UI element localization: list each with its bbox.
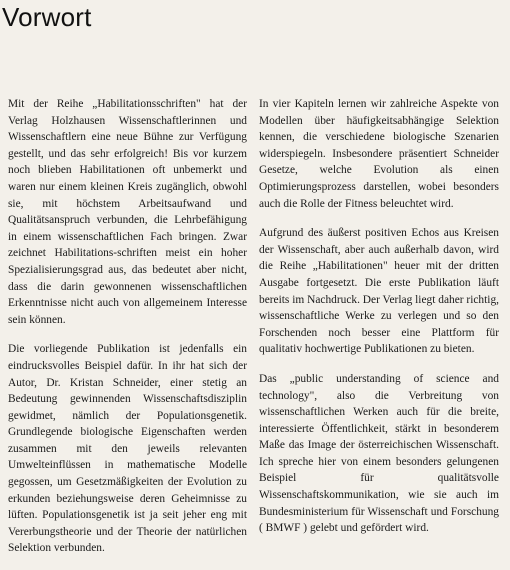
- right-column: [259, 96, 499, 550]
- left-column: [8, 96, 247, 570]
- show-through-text: [110, 36, 490, 53]
- paragraph: Die vorliegende Publikation ist jedenfalls ein eindrucksvolles Beispiel dafür. In ihr hat sich der Autor, Dr. Kristan Schneider, einer stetig an Bedeutung gewinnenden Wissenschaftsdisziplin gewidmet, nämlich der Populationsgenetik. Grundlegende biologische Eigenschaften werden zusammen mit den jeweils relevanten Umwelteinflüssen in mathematische Modelle gegossen, um Gesetzmäßigkeiten der Evolution zu erkunden beziehungsweise deren Geheimnisse zu lüften. Populationsgenetik ist ja seit jeher eng mit Vererbungstheorie und der Theorie der natürlichen Selektion verbunden.: [8, 343, 247, 555]
- paragraph: Mit der Reihe „Habilitationsschriften" hat der Verlag Holzhausen Wissenschaftlerinnen und Wissenschaftlern eine neue Bühne zur Verfügung gestellt, und das sehr erfolgreich! Bis vor kurzem noch blieben Habilitationen oft unbemerkt und waren nur einem kleinen Kreis zugänglich, obwohl sie, mit höchstem Arbeitsaufwand und Qualitätsanspruch verbunden, die Lehrbefähigung in einem wissenschaftlichen Fach bringen. Zwar zeichnet Habilitations-schriften meist ein hoher Spezialisierungsgrad aus, das bedeutet aber nicht, dass die darin gewonnenen wissenschaftlichen Erkenntnisse nicht auch von allgemeinem Interesse sein können.: [8, 98, 247, 326]
- paragraph: In vier Kapiteln lernen wir zahlreiche Aspekte von Modellen über häufigkeitsabhängige Selektion kennen, die verschiedene biologische Szenarien widerspiegeln. Insbesondere präsentiert Schneider Gesetze, welche Evolution als einen Optimierungsprozess darstellen, wobei besonders auch die Rolle der Fitness beleuchtet wird.: [259, 98, 499, 210]
- page-title: Vorwort: [2, 2, 92, 32]
- paragraph: Aufgrund des äußerst positiven Echos aus Kreisen der Wissenschaft, aber auch außerhalb davon, wird die Reihe „Habilitationen" heuer mit der dritten Ausgabe fortgesetzt. Die erste Publikation läuft bereits im Nachdruck. Der Verlag liegt daher richtig, wissenschaftliche Werke zu verlegen und so den Forschenden noch besser eine Plattform für qualitativ hochwertige Publikationen zu bieten.: [259, 227, 499, 356]
- paragraph: Das „public understanding of science and technology", also die Verbreitung von wissenschaftlichen Werken auch für die breite, interessierte Öffentlichkeit, stärkt in besonderem Maße das Image der österreichischen Wissenschaft. Ich spreche hier von einem besonders gelungenen Beispiel für qualitätsvolle Wissenschaftskommunikation, wie sie auch im Bundesministerium für Wissenschaft und Forschung ( BMWF ) gelebt und gefördert wird.: [259, 372, 499, 535]
